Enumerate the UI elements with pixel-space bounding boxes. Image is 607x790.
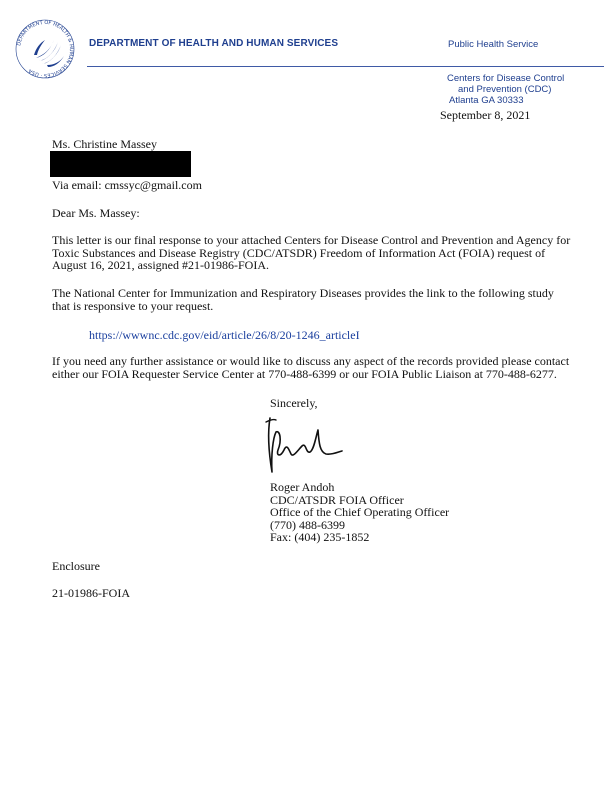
paragraph-study-link: The National Center for Immunization and Respiratory Diseases provides the link to the following study that is responsive to your request. [52, 286, 554, 313]
enclosure-label: Enclosure [52, 559, 100, 573]
agency-line-3: Atlanta GA 30333 [449, 95, 524, 106]
seal-text: DEPARTMENT OF HEALTH & HUMAN SERVICES · USA [16, 19, 75, 79]
hhs-seal-logo [14, 18, 76, 85]
agency-line-1: Centers for Disease Control [447, 73, 565, 84]
redacted-address [50, 151, 191, 177]
public-health-service: Public Health Service [448, 39, 539, 50]
signature-block [270, 481, 449, 544]
agency-line-2: and Prevention (CDC) [458, 84, 552, 95]
department-title: DEPARTMENT OF HEALTH AND HUMAN SERVICES [89, 38, 339, 49]
signer-name: Roger Andoh [270, 480, 335, 494]
letterhead-divider [87, 66, 604, 67]
foia-reference: 21-01986-FOIA [52, 586, 130, 600]
svg-text:DEPARTMENT OF HEALTH & HUMAN S [16, 20, 74, 78]
signer-fax: Fax: (404) 235-1852 [270, 530, 370, 544]
handwritten-signature [262, 410, 352, 485]
signer-office: Office of the Chief Operating Officer [270, 505, 450, 519]
closing: Sincerely, [270, 396, 318, 410]
signer-phone: (770) 488-6399 [270, 517, 345, 532]
signer-title: CDC/ATSDR FOIA Officer [270, 492, 404, 507]
recipient-name: Ms. Christine Massey [52, 137, 157, 151]
paragraph-final-response: This letter is our final response to your attached Centers for Disease Control and Prevention and Agency for Toxic Substances and Disease Registry (CDC/ATSDR) Freedom of Information Act (FOIA) request of August 16, 2021, assigned #21-01986-FOIA. [52, 233, 571, 272]
recipient-email: Via email: cmssyc@gmail.com [52, 178, 202, 192]
salutation: Dear Ms. Massey: [52, 206, 140, 220]
letter-date: September 8, 2021 [440, 108, 531, 122]
cdc-address-block [447, 73, 564, 106]
paragraph-contact: If you need any further assistance or would like to discuss any aspect of the records provided please contact either our FOIA Requester Service Center at 770-488-6399 or our FOIA Public Liaison at 770-488-6277. [52, 354, 570, 381]
study-link[interactable]: https://wwwnc.cdc.gov/eid/article/26/8/20-1246_articleI [89, 328, 360, 342]
